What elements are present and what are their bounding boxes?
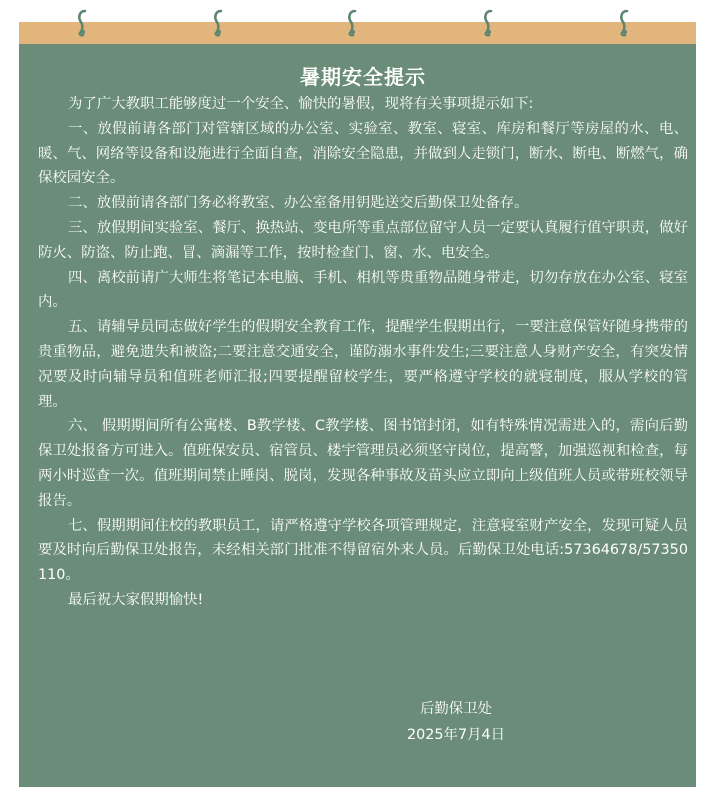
signer-name: 后勤保卫处 [420, 701, 492, 717]
binder-ring-icon [346, 8, 360, 38]
notice-item-1: 一、放假前请各部门对管辖区域的办公室、实验室、教室、寝室、库房和餐厅等房屋的水、电、暖、气、网络等设备和设施进行全面自查，消除安全隐患，并做到人走锁门，断水、断电、断燃气，确保校园安全。 [38, 120, 688, 187]
notice-item-3: 三、放假期间实验室、餐厅、换热站、变电所等重点部位留守人员一定要认真履行值守职责，做好防火、防盗、防止跑、冒、滴漏等工作，按时检查门、窗、水、电安全。 [38, 219, 688, 261]
binder-ring-icon [618, 8, 632, 38]
binder-ring-icon [212, 8, 226, 38]
binder-ring-icon [76, 8, 90, 38]
notice-item-6: 六、 假期期间所有公寓楼、B教学楼、C教学楼、图书馆封闭，如有特殊情况需进入的，需向后勤保卫处报备方可进入。值班保安员、宿管员、楼宇管理员必须坚守岗位，提高警，加强巡视和检查，每两小时巡查一次。值班期间禁止睡岗、脱岗，发现各种事故及苗头应立即向上级值班人员或带班校领导报告。 [38, 418, 688, 509]
binder-ring-icon [482, 8, 496, 38]
notice-closing: 最后祝大家假期愉快! [68, 591, 204, 608]
notice-title: 暑期安全提示 [300, 65, 426, 89]
notice-intro: 为了广大教职工能够度过一个安全、愉快的暑假，现将有关事项提示如下: [68, 96, 534, 112]
notice-signature [396, 696, 516, 748]
notice-item-4: 四、离校前请广大师生将笔记本电脑、手机、相机等贵重物品随身带走，切勿存放在办公室、寝室内。 [38, 269, 688, 311]
notice-item-2: 二、放假前请各部门务必将教室、办公室备用钥匙送交后勤保卫处备存。 [68, 195, 529, 212]
notice-item-7: 七、假期期间住校的教职员工，请严格遵守学校各项管理规定，注意寝室财产安全，发现可疑人员要及时向后勤保卫处报告，未经相关部门批准不得留宿外来人员。后勤保卫处电话:57364678/57350110。 [38, 517, 688, 584]
notice-content [38, 64, 688, 613]
notice-item-5: 五、请辅导员同志做好学生的假期安全教育工作，提醒学生假期出行，一要注意保管好随身携带的贵重物品，避免遗失和被盗;二要注意交通安全，谨防溺水事件发生;三要注意人身财产安全，有突发情况要及时向辅导员和值班老师汇报;四要提醒留校学生，要严格遵守学校的就寝制度，服从学校的管理。 [38, 319, 688, 410]
notice-date: 2025年7月4日 [406, 727, 506, 743]
